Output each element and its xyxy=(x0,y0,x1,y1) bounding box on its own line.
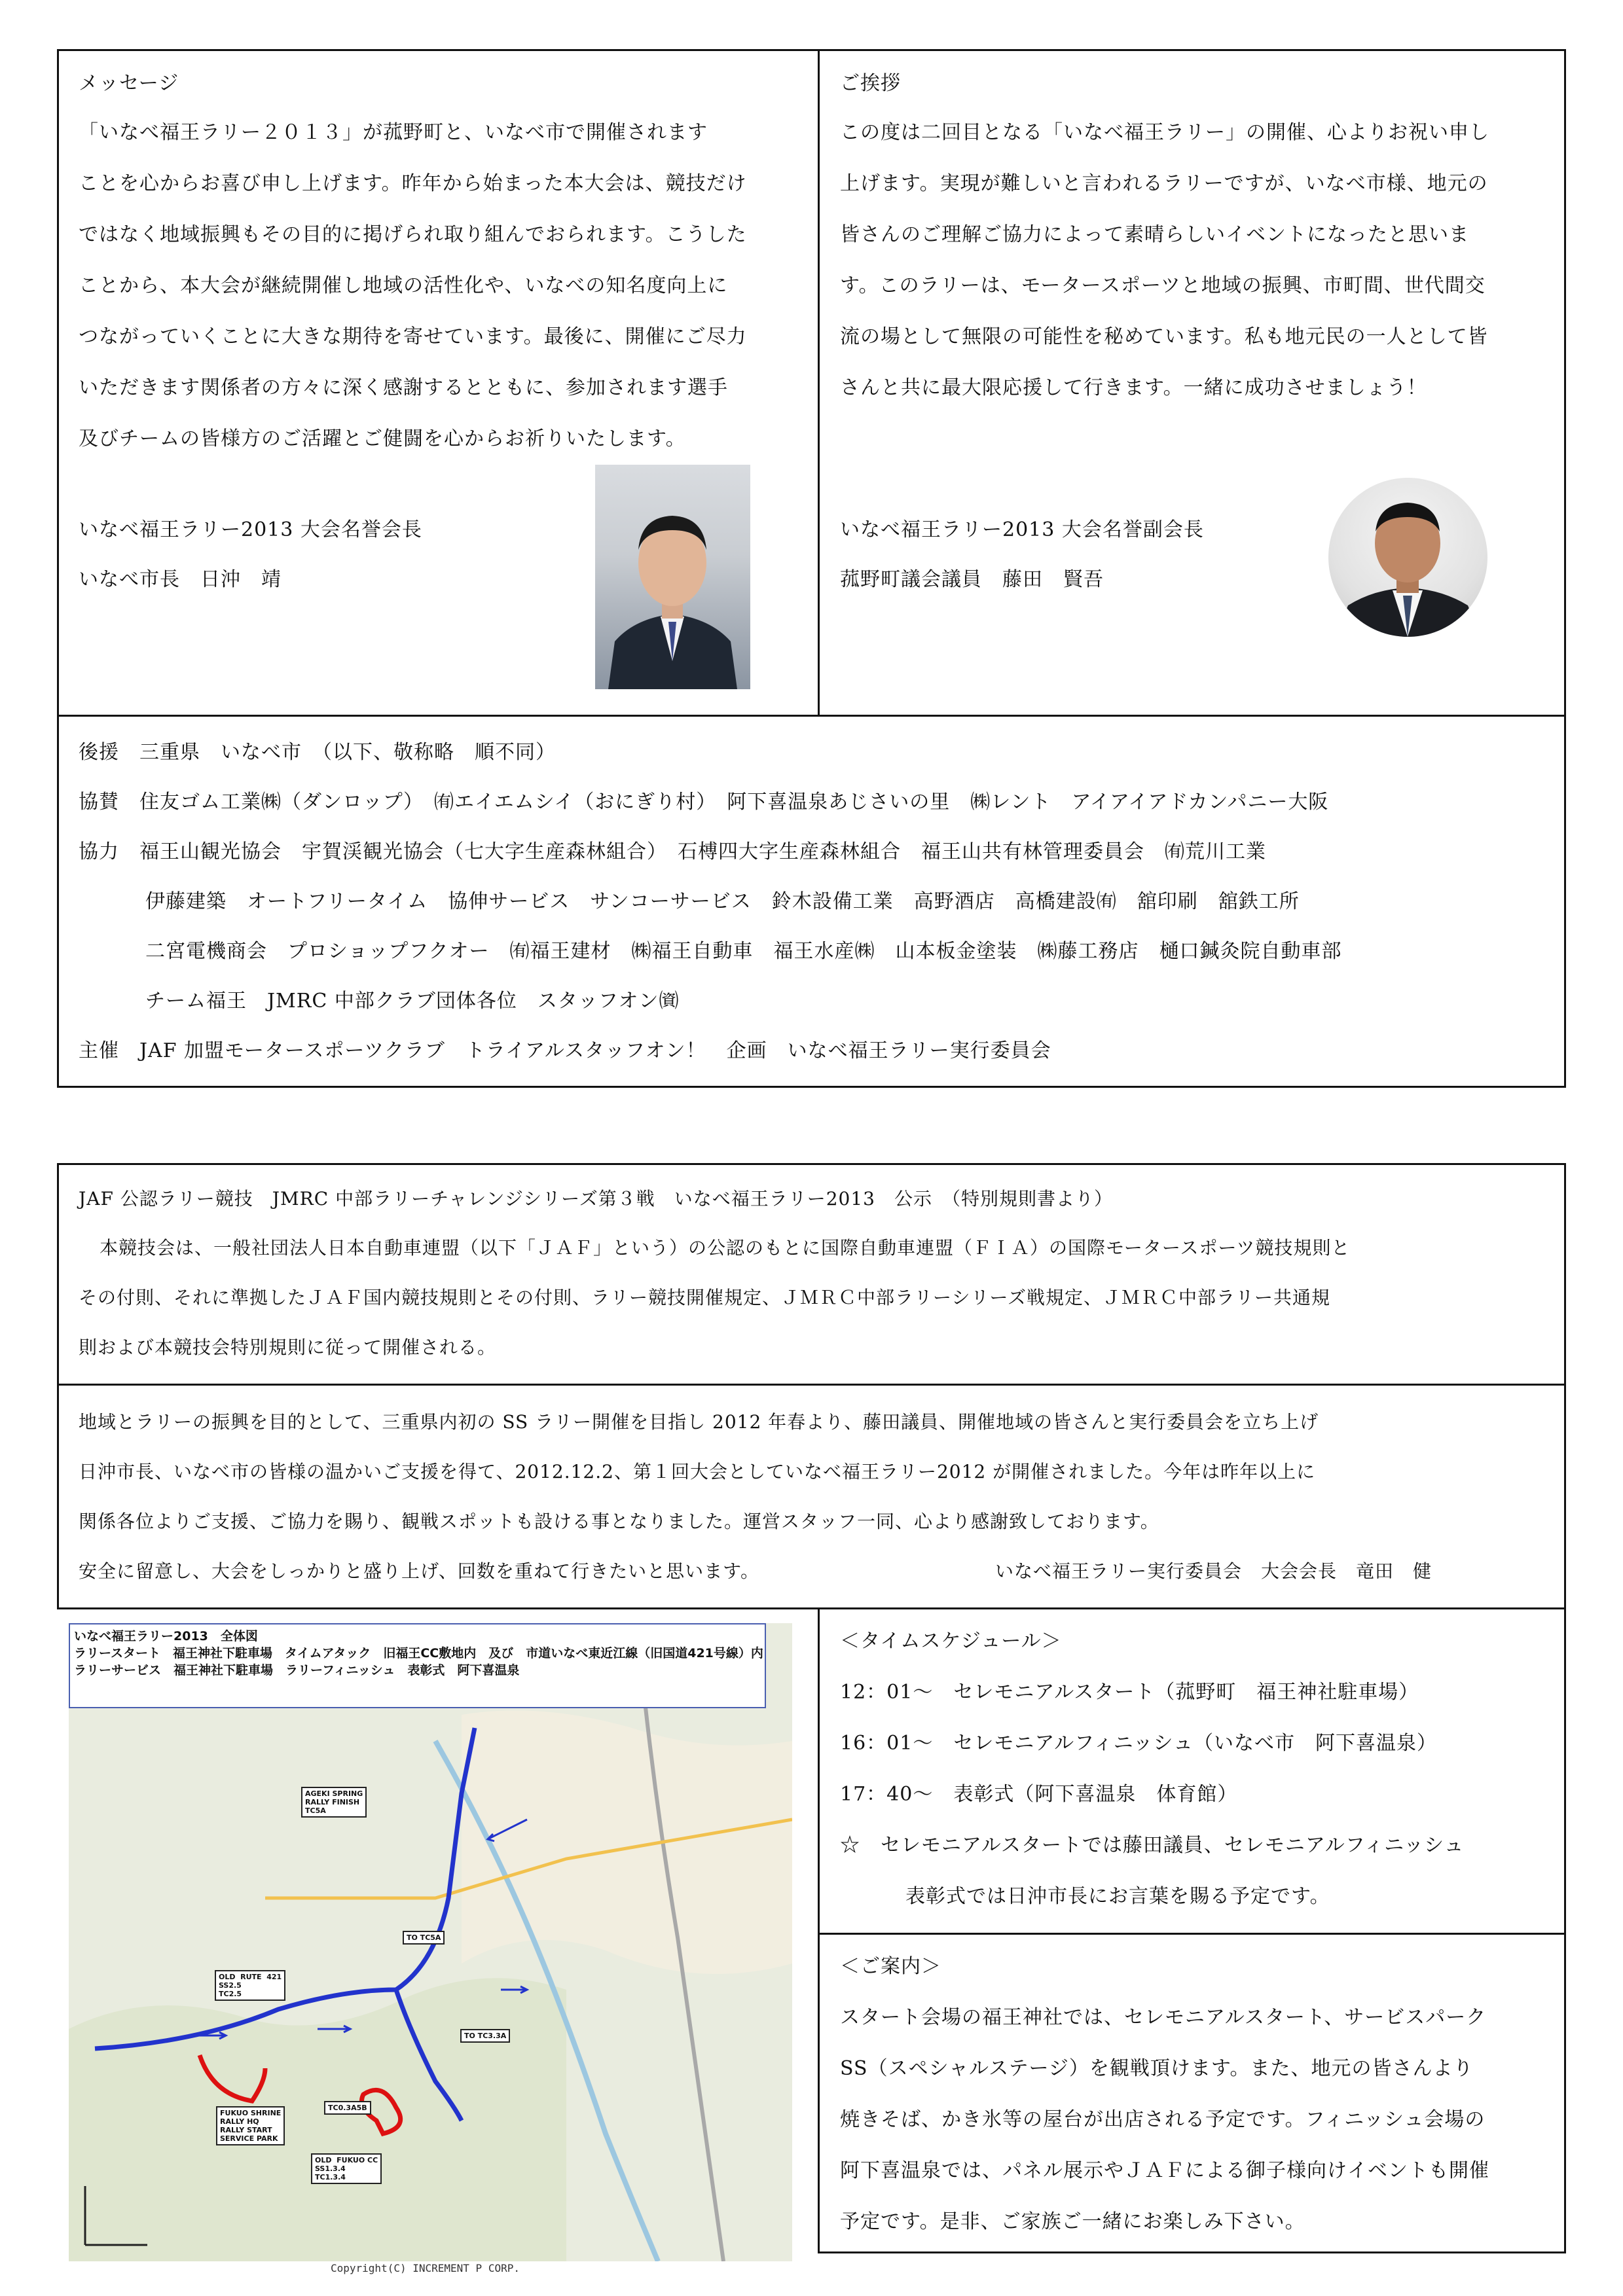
mayor-photo xyxy=(595,465,750,689)
message-signer-name: いなべ市長 日沖 靖 xyxy=(79,568,282,591)
course-map xyxy=(69,1623,792,2261)
greeting-line: す。このラリーは、モータースポーツと地域の振興、市町間、世代間交 xyxy=(840,274,1486,297)
councilor-photo xyxy=(1328,478,1487,637)
message-line: 「いなべ福王ラリー２０１３」が菰野町と、いなべ市で開催されます xyxy=(79,121,708,144)
notice-title: JAF 公認ラリー競技 JMRC 中部ラリーチャレンジシリーズ第３戦 いなべ福王ラリー2013 公示 （特別規則書より） xyxy=(79,1188,1113,1210)
map-legend-line: ラリースタート 福王神社下駐車場 タイムアタック 旧福王CC敷地内 及び 市道いなべ東近江線（旧国道421号線）内 xyxy=(74,1646,763,1660)
notice-line: その付則、それに準拠したＪＡＦ国内競技規則とその付則、ラリー競技開催規定、ＪＭＲＣ中部ラリーシリーズ戦規定、ＪＭＲＣ中部ラリー共通規 xyxy=(79,1287,1331,1308)
guide-line: スタート会場の福王神社では、セレモニアルスタート、サービスパーク xyxy=(840,2006,1487,2029)
message-line: つながっていくことに大きな期待を寄せています。最後に、開催にご尽力 xyxy=(79,325,747,348)
schedule-item: 17：40～ 表彰式（阿下喜温泉 体育館） xyxy=(840,1783,1238,1806)
guide-line: 焼きそば、かき氷等の屋台が出店される予定です。フィニッシュ会場の xyxy=(840,2108,1486,2131)
map-label-old-route: OLD RUTE 421 SS2.5 TC2.5 xyxy=(215,1970,285,2001)
message-line: ことを心からお喜び申し上げます。昨年から始まった本大会は、競技だけ xyxy=(79,172,747,195)
sponsor-line: 主催 JAF 加盟モータースポーツクラブ トライアルスタッフオン！ 企画 いなべ福王ラリー実行委員会 xyxy=(79,1039,1051,1062)
map-label-tc0: TC0.3A5B xyxy=(324,2101,371,2115)
guide-line: SS（スペシャルステージ）を観戦頂けます。また、地元の皆さんより xyxy=(840,2057,1474,2080)
greeting-line: この度は二回目となる「いなべ福王ラリー」の開催、心よりお祝い申し xyxy=(840,121,1489,144)
greeting-signer-name: 菰野町議会議員 藤田 賢吾 xyxy=(840,568,1104,591)
committee-line: 地域とラリーの振興を目的として、三重県内初の SS ラリー開催を目指し 2012 年春より、藤田議員、開催地域の皆さんと実行委員会を立ち上げ xyxy=(79,1411,1319,1433)
committee-line: 関係各位よりご支援、ご協力を賜り、観戦スポットも設ける事となりました。運営スタッフ一同、心より感謝致しております。 xyxy=(79,1511,1159,1532)
map-copyright: Copyright(C) INCREMENT P CORP. xyxy=(331,2262,520,2274)
sponsor-line: 協力 福王山観光協会 宇賀渓観光協会（七大字生産森林組合） 石榑四大字生産森林組合 福王山共有林管理委員会 ㈲荒川工業 xyxy=(79,840,1266,863)
greeting-line: さんと共に最大限応援して行きます。一緒に成功させましょう！ xyxy=(840,376,1427,399)
greeting-line: 皆さんのご理解ご協力によって素晴らしいイベントになったと思いま xyxy=(840,223,1469,246)
sponsor-line: 二宮電機商会 プロショップフクオー ㈲福王建材 ㈱福王自動車 福王水産㈱ 山本板金塗装 ㈱藤工務店 樋口鍼灸院自動車部 xyxy=(145,940,1342,963)
sponsor-line: 後援 三重県 いなべ市 （以下、敬称略 順不同） xyxy=(79,741,556,764)
greeting-signer-title: いなべ福王ラリー2013 大会名誉副会長 xyxy=(840,518,1204,541)
schedule-item: 16：01～ セレモニアルフィニッシュ（いなべ市 阿下喜温泉） xyxy=(840,1732,1437,1755)
message-line: いただきます関係者の方々に深く感謝するとともに、参加されます選手 xyxy=(79,376,728,399)
sponsor-line: 伊藤建築 オートフリータイム 協伸サービス サンコーサービス 鈴木設備工業 高野酒店 高橋建設㈲ 舘印刷 舘鉄工所 xyxy=(145,890,1300,913)
guide-box xyxy=(818,1933,1566,2253)
map-label-tc3a: TO TC3.3A xyxy=(460,2029,510,2043)
greeting-heading: ご挨拶 xyxy=(840,72,901,95)
map-label-shrine: FUKUO SHRINE RALLY HQ RALLY START SERVICE PARK xyxy=(216,2106,285,2145)
notice-line: 則および本競技会特別規則に従って開催される。 xyxy=(79,1336,497,1358)
message-line: ではなく地域振興もその目的に掲げられ取り組んでおられます。こうした xyxy=(79,223,747,246)
sponsor-line: チーム福王 JMRC 中部クラブ団体各位 スタッフオン㈾ xyxy=(145,990,680,1013)
committee-line: 安全に留意し、大会をしっかりと盛り上げ、回数を重ねて行きたいと思います。 xyxy=(79,1560,759,1582)
greeting-line: 上げます。実現が難しいと言われるラリーですが、いなべ市様、地元の xyxy=(840,172,1488,195)
message-line: 及びチームの皆様方のご活躍とご健闘を心からお祈りいたします。 xyxy=(79,427,686,450)
notice-line: 本競技会は、一般社団法人日本自動車連盟（以下「ＪＡＦ」という）の公認のもとに国際自動車連盟（ＦＩＡ）の国際モータースポーツ競技規則と xyxy=(100,1237,1351,1259)
committee-line: 日沖市長、いなべ市の皆様の温かいご支援を得て、2012.12.2、第１回大会としていなべ福王ラリー2012 が開催されました。今年は昨年以上に xyxy=(79,1461,1316,1482)
schedule-heading: ＜タイムスケジュール＞ xyxy=(840,1630,1062,1653)
sponsor-line: 協賛 住友ゴム工業㈱（ダンロップ） ㈲エイエムシイ（おにぎり村） 阿下喜温泉あじさいの里 ㈱レント アイアイアドカンパニー大阪 xyxy=(79,791,1329,814)
schedule-item: 12：01～ セレモニアルスタート（菰野町 福王神社駐車場） xyxy=(840,1681,1419,1704)
schedule-note: 表彰式では日沖市長にお言葉を賜る予定です。 xyxy=(905,1885,1330,1908)
guide-line: 予定です。是非、ご家族ご一緒にお楽しみ下さい。 xyxy=(840,2210,1305,2233)
committee-signature: いなべ福王ラリー実行委員会 大会会長 竜田 健 xyxy=(995,1560,1432,1582)
map-label-tc5a: TO TC5A xyxy=(403,1931,445,1945)
map-label-ageki: AGEKI SPRING RALLY FINISH TC5A xyxy=(301,1787,367,1818)
message-heading: メッセージ xyxy=(79,72,179,95)
greeting-line: 流の場として無限の可能性を秘めています。私も地元民の一人として皆 xyxy=(840,325,1488,348)
schedule-note: ☆ セレモニアルスタートでは藤田議員、セレモニアルフィニッシュ xyxy=(840,1834,1465,1857)
message-line: ことから、本大会が継続開催し地域の活性化や、いなべの知名度向上に xyxy=(79,274,728,297)
map-legend-title: いなべ福王ラリー2013 全体図 xyxy=(74,1629,258,1643)
map-legend xyxy=(69,1623,766,1708)
message-signer-title: いなべ福王ラリー2013 大会名誉会長 xyxy=(79,518,422,541)
map-legend-line: ラリーサービス 福王神社下駐車場 ラリーフィニッシュ 表彰式 阿下喜温泉 xyxy=(74,1663,520,1677)
guide-line: 阿下喜温泉では、パネル展示やＪＡＦによる御子様向けイベントも開催 xyxy=(840,2159,1489,2182)
guide-heading: ＜ご案内＞ xyxy=(840,1955,941,1978)
map-label-cc: OLD FUKUO CC SS1.3.4 TC1.3.4 xyxy=(311,2153,382,2184)
